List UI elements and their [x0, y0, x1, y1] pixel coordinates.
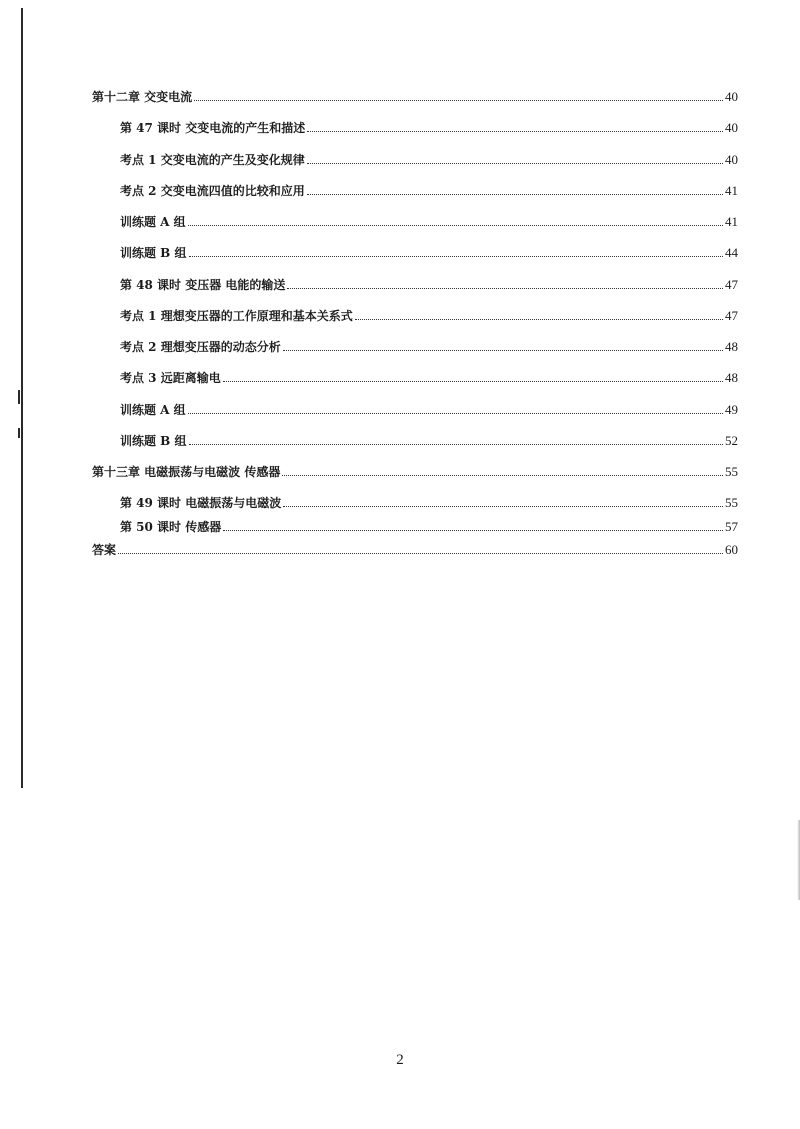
- toc-entry-exercise[interactable]: [120, 434, 738, 448]
- toc-entry-chapter-13[interactable]: [92, 465, 738, 479]
- toc-entry-title: 考点 1 理想变压器的工作原理和基本关系式: [120, 309, 353, 323]
- toc-entry-title: 第 47 课时 交变电流的产生和描述: [120, 121, 306, 135]
- toc-leader-dots: [355, 319, 723, 320]
- toc-leader-dots: [287, 288, 723, 289]
- toc-leader-dots: [188, 225, 723, 226]
- toc-entry-title: 训练题 B 组: [120, 246, 187, 260]
- toc-entry-page: 55: [725, 495, 738, 510]
- toc-entry-page: 49: [725, 402, 738, 417]
- toc-entry-point[interactable]: [120, 340, 738, 354]
- toc-entry-lesson-47[interactable]: [120, 121, 738, 135]
- toc-entry-title: 考点 2 交变电流四值的比较和应用: [120, 184, 305, 198]
- toc-leader-dots: [194, 100, 723, 101]
- toc-entry-lesson-48[interactable]: [120, 278, 738, 292]
- toc-entry-title: 第十三章 电磁振荡与电磁波 传感器: [92, 465, 281, 479]
- toc-entry-page: 41: [725, 214, 738, 229]
- toc-leader-dots: [118, 553, 723, 554]
- toc-entry-page: 44: [725, 245, 738, 260]
- toc-entry-page: 40: [725, 89, 738, 104]
- binding-edge-line: [21, 8, 23, 788]
- toc-entry-title: 训练题 B 组: [120, 434, 187, 448]
- toc-entry-page: 55: [725, 464, 738, 479]
- toc-entry-page: 47: [725, 308, 738, 323]
- toc-entry-page: 57: [725, 519, 738, 534]
- toc-entry-title: 考点 1 交变电流的产生及变化规律: [120, 153, 305, 167]
- page-number: 2: [396, 1052, 404, 1068]
- toc-entry-title: 第 49 课时 电磁振荡与电磁波: [120, 496, 282, 510]
- toc-leader-dots: [307, 194, 723, 195]
- toc-entry-page: 60: [725, 542, 738, 557]
- toc-entry-chapter-12[interactable]: [92, 90, 738, 104]
- toc-entry-page: 48: [725, 370, 738, 385]
- toc-entry-title: 第 48 课时 变压器 电能的输送: [120, 278, 286, 292]
- toc-leader-dots: [283, 506, 723, 507]
- toc-entry-exercise[interactable]: [120, 403, 738, 417]
- toc-entry-point[interactable]: [120, 153, 738, 167]
- toc-entry-page: 47: [725, 277, 738, 292]
- toc-entry-title: 第 50 课时 传感器: [120, 520, 222, 534]
- toc-entry-title: 考点 3 远距离输电: [120, 371, 221, 385]
- toc-entry-answers[interactable]: [92, 543, 738, 557]
- toc-entry-lesson-50[interactable]: [120, 520, 738, 534]
- toc-entry-title: 训练题 A 组: [120, 215, 186, 229]
- toc-leader-dots: [189, 256, 724, 257]
- toc-leader-dots: [223, 530, 723, 531]
- toc-leader-dots: [188, 413, 723, 414]
- toc-leader-dots: [223, 381, 723, 382]
- toc-entry-point[interactable]: [120, 371, 738, 385]
- toc-entry-point[interactable]: [120, 184, 738, 198]
- toc-entry-title: 考点 2 理想变压器的动态分析: [120, 340, 281, 354]
- toc-entry-page: 40: [725, 120, 738, 135]
- toc-entry-title: 第十二章 交变电流: [92, 90, 193, 104]
- toc-leader-dots: [307, 131, 723, 132]
- toc-leader-dots: [283, 350, 723, 351]
- toc-entry-title: 答案: [92, 543, 117, 557]
- toc-leader-dots: [189, 444, 724, 445]
- toc-entry-page: 52: [725, 433, 738, 448]
- toc-entry-exercise[interactable]: [120, 246, 738, 260]
- binding-mark: [18, 428, 20, 438]
- toc-entry-exercise[interactable]: [120, 215, 738, 229]
- binding-mark: [18, 390, 20, 404]
- toc-entry-lesson-49[interactable]: [120, 496, 738, 510]
- toc-leader-dots: [282, 475, 723, 476]
- toc-entry-page: 40: [725, 152, 738, 167]
- toc-entry-page: 48: [725, 339, 738, 354]
- toc-entry-page: 41: [725, 183, 738, 198]
- toc-entry-point[interactable]: [120, 309, 738, 323]
- toc-leader-dots: [307, 163, 723, 164]
- toc-entry-title: 训练题 A 组: [120, 403, 186, 417]
